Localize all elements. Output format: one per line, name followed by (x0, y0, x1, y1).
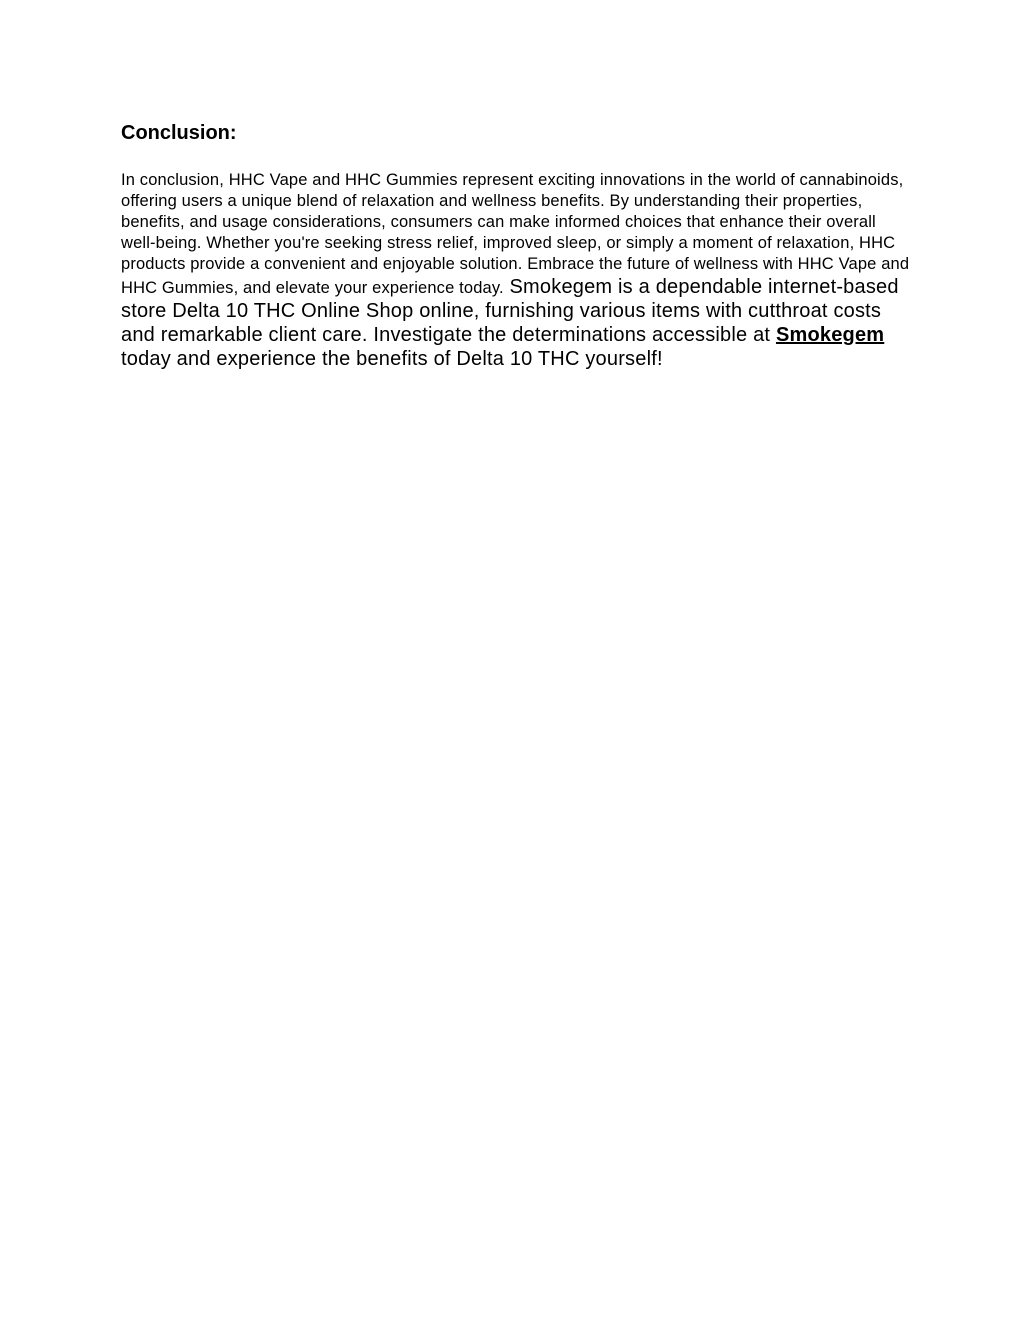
section-heading: Conclusion: (121, 122, 237, 144)
paragraph-closing-text: today and experience the benefits of Delta 10 THC yourself! (121, 348, 663, 370)
conclusion-paragraph (121, 170, 911, 371)
document-page (121, 118, 911, 371)
smokegem-link[interactable]: Smokegem (775, 324, 885, 346)
paragraph-intro-text: In conclusion, HHC Vape and HHC Gummies represent exciting innovations in the world of cannabinoids, offering users a unique blend of relaxation and wellness benefits. By understanding their properties, benefits, and usage considerations, consumers can make informed choices that enhance their overall well-being. Whether you're seeking stress relief, improved sleep, or simply a moment of relaxation, HHC products provide a convenient and enjoyable solution. Embrace the future of wellness with HHC Vape and HHC Gummies, and elevate your experience today. (121, 171, 910, 297)
paragraph-store-text: Smokegem is a dependable internet-based store Delta 10 THC Online Shop online, furnishing various items with cutthroat costs and remarkable client care. Investigate the determinations accessible at (121, 276, 899, 346)
